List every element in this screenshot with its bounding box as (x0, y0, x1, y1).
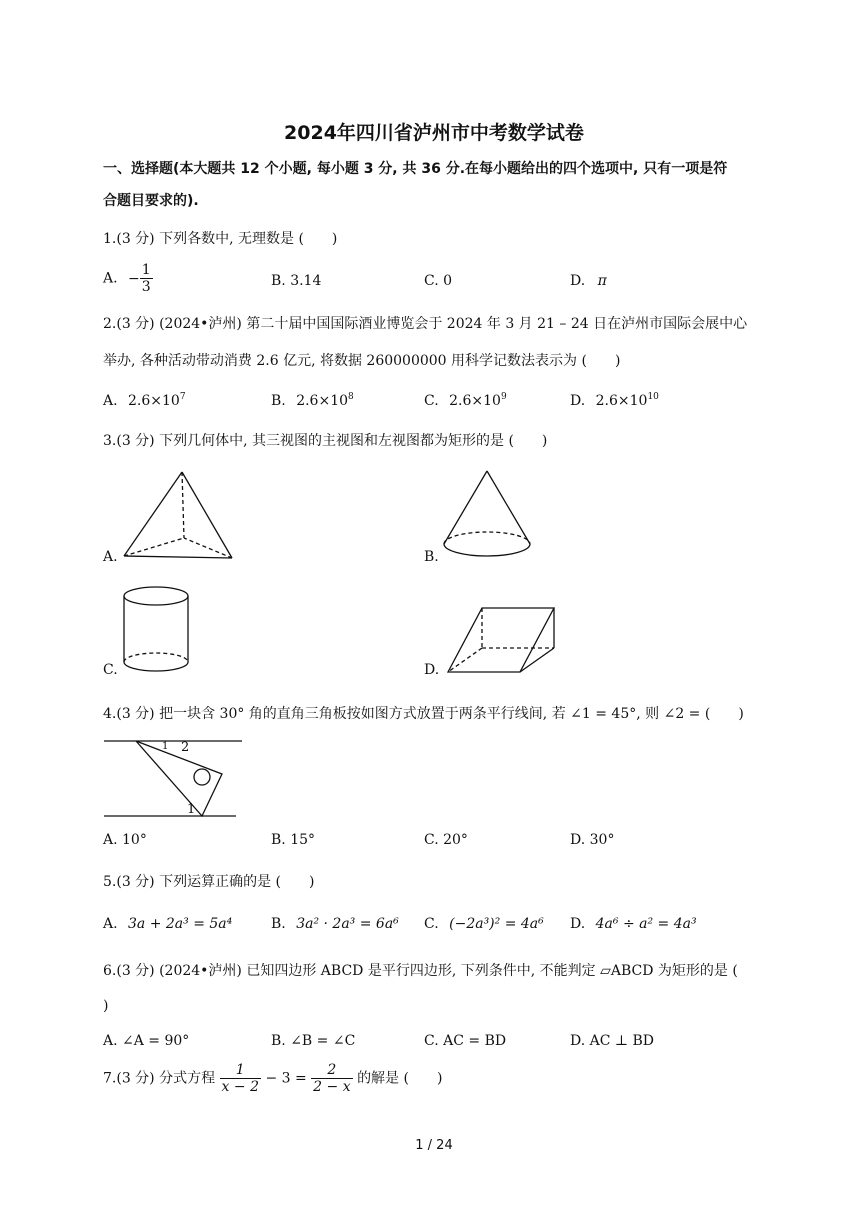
q1-a-denominator: 3 (141, 279, 151, 295)
q4-fig-angle-label-1-top: 1 (162, 741, 169, 752)
q2-option-c-base: 2.6×10 (449, 393, 501, 409)
q2-option-a[interactable] (103, 392, 186, 409)
q4-triangle-ruler-figure (104, 734, 244, 820)
q2-option-d-base: 2.6×10 (595, 393, 648, 409)
q2-option-c-exponent: 9 (500, 392, 507, 402)
q7-f1-denominator: x − 2 (221, 1079, 259, 1095)
exam-title: 2024年四川省泸州市中考数学试卷 (284, 122, 584, 144)
q5-option-b-expr: 3a² · 2a³ = 6a⁶ (296, 916, 399, 932)
q2-option-c[interactable] (424, 392, 507, 409)
q2-option-b-base: 2.6×10 (296, 393, 349, 409)
section-header-line1: 一、选择题(本大题共 12 个小题, 每小题 3 分, 共 36 分.在每小题给出的四个选项中, 只有一项是符 (103, 161, 728, 177)
q5-option-c-label: C. (424, 916, 439, 932)
q7-fraction-1 (220, 1062, 261, 1095)
q1-option-c[interactable]: C. 0 (424, 273, 453, 289)
q2-option-c-label: C. (424, 393, 439, 409)
q7-prefix: 7.(3 分) 分式方程 (103, 1070, 216, 1087)
q2-option-b[interactable] (271, 392, 354, 409)
q5-option-b-label: B. (271, 916, 286, 932)
q6-option-d[interactable]: D. AC ⊥ BD (570, 1033, 655, 1049)
question-6-line2: ) (103, 998, 109, 1014)
q4-fig-angle-label-1: 1 (187, 802, 196, 817)
question-5-stem: 5.(3 分) 下列运算正确的是 ( ) (103, 874, 315, 890)
q6-option-c[interactable]: C. AC = BD (424, 1033, 507, 1049)
question-3-stem: 3.(3 分) 下列几何体中, 其三视图的主视图和左视图都为矩形的是 ( ) (103, 433, 548, 449)
question-2-line1: 2.(3 分) (2024•泸州) 第二十届中国国际酒业博览会于 2024 年 3 月 21 – 24 日在泸州市国际会展中心 (103, 316, 748, 332)
q5-option-d-label: D. (570, 916, 586, 932)
q5-option-a-expr: 3a + 2a³ = 5a⁴ (128, 916, 233, 932)
q4-option-d[interactable]: D. 30° (570, 832, 615, 848)
q1-option-a-label: A. (103, 270, 118, 287)
q5-option-c[interactable] (424, 916, 544, 932)
q1-option-d[interactable] (570, 273, 607, 289)
q3-prism-figure (444, 602, 564, 678)
q4-option-a[interactable]: A. 10° (103, 832, 147, 848)
q2-option-d[interactable] (570, 392, 659, 409)
q6-option-a[interactable]: A. ∠A = 90° (103, 1033, 190, 1049)
q3-tetrahedron-figure (120, 468, 240, 564)
q2-option-a-exponent: 7 (179, 392, 186, 402)
q7-fraction-2 (311, 1062, 352, 1095)
q4-option-c[interactable]: C. 20° (424, 832, 468, 848)
q1-option-a-fraction (140, 262, 153, 295)
q3-option-b-label[interactable]: B. (424, 549, 439, 565)
q3-cylinder-figure (122, 584, 202, 680)
q1-a-numerator: 1 (141, 262, 151, 278)
q1-option-d-value: π (597, 273, 607, 289)
question-4-stem: 4.(3 分) 把一块含 30° 角的直角三角板按如图方式放置于两条平行线间, 若 ∠1 = 45°, 则 ∠2 = ( ) (103, 706, 744, 722)
q2-option-a-label: A. (103, 393, 118, 409)
q6-option-b[interactable]: B. ∠B = ∠C (271, 1033, 356, 1049)
question-7-stem (103, 1062, 442, 1095)
q5-option-a[interactable] (103, 916, 232, 932)
q3-cone-figure (440, 468, 540, 564)
q3-option-c-label[interactable]: C. (103, 662, 118, 678)
q5-option-a-label: A. (103, 916, 118, 932)
question-2-line2: 举办, 各种活动带动消费 2.6 亿元, 将数据 260000000 用科学记数法表示为 ( ) (103, 353, 621, 369)
q2-option-b-label: B. (271, 393, 286, 409)
q1-option-d-label: D. (570, 273, 586, 289)
q3-option-a-label[interactable]: A. (103, 549, 118, 565)
q7-f2-numerator: 2 (311, 1062, 352, 1079)
page-number: 1 / 24 (415, 1138, 453, 1153)
question-6-line1: 6.(3 分) (2024•泸州) 已知四边形 ABCD 是平行四边形, 下列条件中, 不能判定 ▱ABCD 为矩形的是 ( (103, 963, 766, 979)
q5-option-d[interactable] (570, 916, 697, 932)
q2-option-d-exponent: 10 (647, 392, 659, 402)
section-header-line2: 合题目要求的). (103, 193, 199, 209)
q5-option-d-expr: 4a⁶ ÷ a² = 4a³ (595, 916, 697, 932)
q3-option-d-label[interactable]: D. (424, 662, 440, 678)
q4-fig-angle-label-2: 2 (181, 740, 190, 755)
q2-option-a-base: 2.6×10 (128, 393, 180, 409)
question-1-stem: 1.(3 分) 下列各数中, 无理数是 ( ) (103, 231, 338, 247)
q7-f2-denominator: 2 − x (313, 1079, 351, 1095)
q7-suffix: 的解是 ( ) (357, 1070, 443, 1087)
q4-option-b[interactable]: B. 15° (271, 832, 316, 848)
q1-option-a[interactable] (103, 262, 153, 295)
q1-option-b[interactable]: B. 3.14 (271, 273, 322, 289)
q7-middle: − 3 = (265, 1070, 307, 1087)
q2-option-b-exponent: 8 (348, 392, 354, 402)
q7-f1-numerator: 1 (220, 1062, 261, 1079)
q5-option-c-expr: (−2a³)² = 4a⁶ (449, 916, 544, 932)
q5-option-b[interactable] (271, 916, 399, 932)
q2-option-d-label: D. (570, 393, 586, 409)
q1-option-a-sign: − (128, 270, 140, 287)
